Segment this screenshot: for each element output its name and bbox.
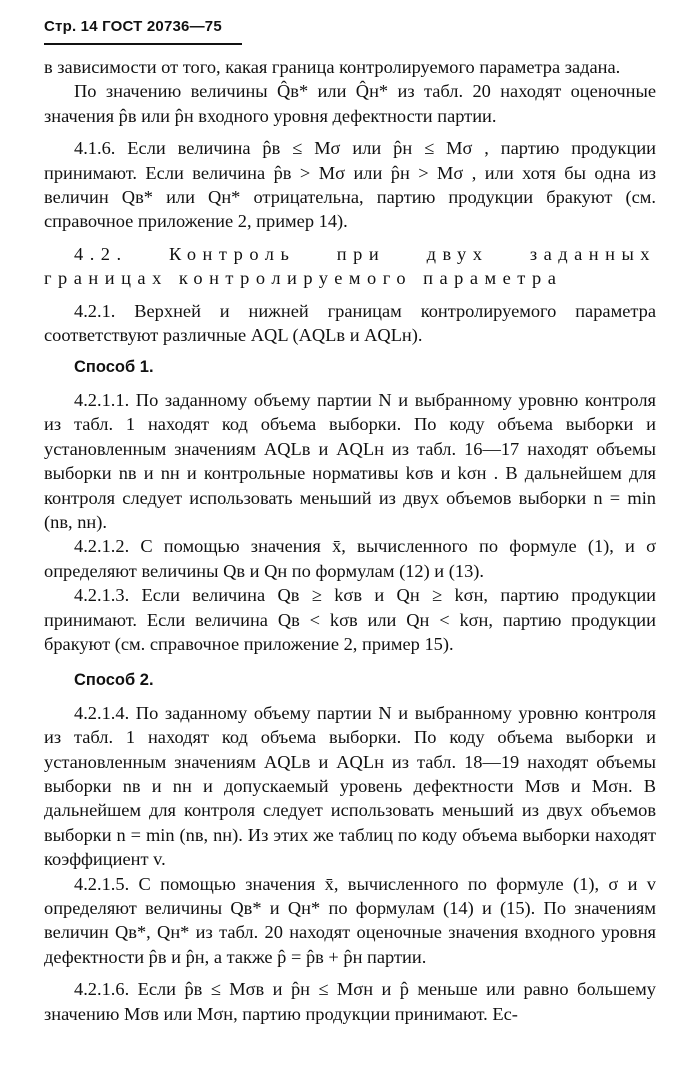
paragraph-4-2-1: 4.2.1. Верхней и нижней границам контролируемого параметра соответствуют различные AQL (AQLв и AQLн). xyxy=(44,300,656,346)
paragraph-4-2-1-5: 4.2.1.5. С помощью значения x̄, вычисленного по формуле (1), σ и v определяют величины Qв* и Qн* по формулам (14) и (15). По значениям величин Qв*, Qн* из табл. 20 находят оценочные значения входного уровня дефектности p̂в и p̂н, а также p̂ = p̂в + p̂н партии. xyxy=(44,873,656,967)
section-heading-4-2: 4.2. Контроль при двух заданных границах контролируемого параметра xyxy=(44,243,656,289)
paragraph-4-2-1-1: 4.2.1.1. По заданному объему партии N и выбранному уровню контроля из табл. 1 находят код объема выборки. По коду объема выборки и установленным значениям AQLв и AQLн из табл. 16—17 находят объемы выборки nв и nн и контрольные нормативы kσв и kσн . В дальнейшем для контроля следует использовать меньший из двух объемов выборки n = min (nв, nн). xyxy=(44,389,656,532)
paragraph-4-1-6: 4.1.6. Если величина p̂в ≤ Mσ или p̂н ≤ Mσ , партию продукции принимают. Если величина p̂в > Mσ или p̂н > Mσ , или хотя бы одна из величин Qв* или Qн* отрицательна, партию продукции бракуют (см. справочное приложение 2, пример 14). xyxy=(44,138,656,232)
document-body xyxy=(44,55,656,1026)
method-2-heading: Способ 2. xyxy=(74,671,154,690)
paragraph-4-2-1-3: 4.2.1.3. Если величина Qв ≥ kσв и Qн ≥ kσн, партию продукции принимают. Если величина Qв < kσв или Qн < kσн, партию продукции бракуют (см. справочное приложение 2, пример 15). xyxy=(44,585,656,654)
paragraph-4-2-1-4: 4.2.1.4. По заданному объему партии N и выбранному уровню контроля из табл. 1 находят код объема выборки. По коду объема выборки и установленным значениям AQLв и AQLн из табл. 18—19 находят объемы выборки nв и nн и допускаемый уровень дефектности Mσв и Mσн. В дальнейшем для контроля следует использовать меньший из двух объемов выборки n = min (nв, nн). Из этих же таблиц по коду объема выборки находят коэффициент v. xyxy=(44,702,656,870)
paragraph-estimates: По значению величины Q̂в* или Q̂н* из табл. 20 находят оценочные значения p̂в или p̂н входного уровня дефектности партии. xyxy=(44,81,656,126)
method-1-heading: Способ 1. xyxy=(74,358,154,377)
page-header: Стр. 14 ГОСТ 20736—75 xyxy=(44,18,222,35)
paragraph-continuation: в зависимости от того, какая граница контролируемого параметра задана. xyxy=(44,57,621,77)
paragraph-4-2-1-2: 4.2.1.2. С помощью значения x̄, вычисленного по формуле (1), и σ определяют величины Qв и Qн по формулам (12) и (13). xyxy=(44,536,656,581)
header-rule xyxy=(44,43,242,45)
paragraph-4-2-1-6: 4.2.1.6. Если p̂в ≤ Mσв и p̂н ≤ Mσн и p̂ меньше или равно большему значению Mσв или Mσн, партию продукции принимают. Ес- xyxy=(44,979,656,1024)
